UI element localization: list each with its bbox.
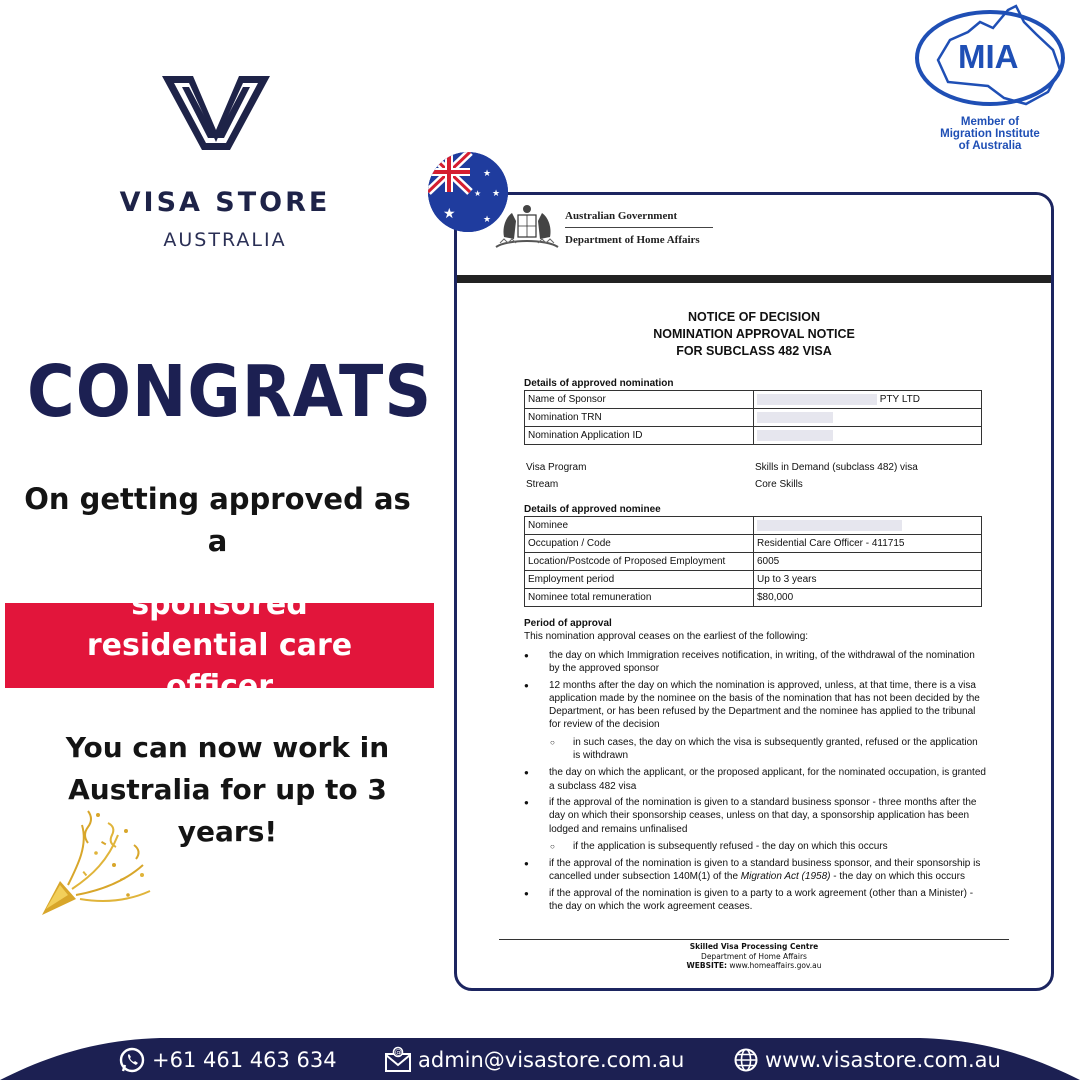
table-row (525, 409, 982, 427)
globe-icon (733, 1047, 759, 1073)
table-row (525, 553, 982, 571)
footer-centre: Skilled Visa Processing Centre (689, 942, 819, 951)
list-item (526, 476, 918, 493)
table-cell-value (754, 427, 982, 445)
redacted-text (757, 520, 902, 531)
approval-notice-document (454, 192, 1054, 991)
mia-caption-line: of Australia (958, 140, 1022, 152)
whatsapp-icon (118, 1046, 146, 1074)
table-cell-value (754, 409, 982, 427)
table-cell-value: Residential Care Officer - 411715 (754, 535, 982, 553)
redacted-text (757, 412, 833, 423)
phone-contact[interactable] (118, 1046, 337, 1074)
table-row (525, 535, 982, 553)
occupation-banner (5, 587, 434, 704)
table-cell-label: Name of Sponsor (525, 391, 754, 409)
list-sub-item: ○ in such cases, the day on which the visa is subsequently granted, refused or the application is withdrawn (524, 736, 986, 763)
title-line: NOTICE OF DECISION (688, 310, 820, 324)
list-item (526, 459, 918, 476)
document-header (457, 195, 1051, 275)
occupation-banner-text: sponsored residential care officer (86, 587, 353, 704)
svg-text:★: ★ (492, 189, 501, 199)
table-cell-label: Nomination Application ID (525, 427, 754, 445)
footer-divider (499, 939, 1009, 940)
brand-subtitle: AUSTRALIA (163, 229, 287, 251)
period-intro: This nomination approval ceases on the earliest of the following: (524, 631, 809, 642)
list-item-text: - the day on which this occurs (833, 871, 965, 883)
redacted-text (757, 394, 877, 405)
table-cell-value: $80,000 (754, 589, 982, 607)
period-heading: Period of approval (524, 618, 612, 629)
title-line: NOMINATION APPROVAL NOTICE (653, 327, 855, 341)
list-item: ● the day on which Immigration receives notification, in writing, of the withdrawal of the nomination by the approved sponsor (524, 649, 986, 676)
gov-department: Department of Home Affairs (565, 234, 700, 246)
gov-divider (565, 227, 713, 228)
nominee-table (524, 516, 982, 607)
list-item: ● if the approval of the nomination is given to a standard business sponsor - three months after the day on which their sponsorship ceases, unless on that day, a sponsorship application has been lodged and remains unfinalised (524, 796, 986, 836)
mia-caption-line: Member of (960, 116, 1020, 128)
table-row (525, 391, 982, 409)
table-cell-label: Nomination TRN (525, 409, 754, 427)
table-cell-value: 6005 (754, 553, 982, 571)
table-cell-label: Nominee (525, 517, 754, 535)
mia-badge (908, 0, 1080, 160)
footer-website-label: WEBSITE: (686, 961, 728, 970)
svg-text:★: ★ (443, 206, 456, 222)
party-popper-icon (38, 805, 158, 920)
list-item: ● 12 months after the day on which the nomination is approved, unless, at that time, there is a visa application made by the nominee on the basis of the nomination that has not been decided by the Department, or has been refused by the Department and the nominee has applied to the tribunal for review of the decision (524, 679, 986, 732)
sponsor-suffix: PTY LTD (879, 394, 920, 406)
svg-text:★: ★ (483, 169, 492, 179)
footer-department: Department of Home Affairs (701, 951, 807, 961)
nominee-heading: Details of approved nominee (524, 504, 661, 515)
mia-caption-line: Migration Institute (940, 128, 1040, 140)
brand-name: VISA STORE (119, 187, 331, 218)
list-item (524, 857, 986, 884)
email-icon (384, 1046, 412, 1074)
svg-text:@: @ (394, 1048, 402, 1057)
mia-label: MIA (958, 38, 1019, 75)
email-address[interactable]: admin@visastore.com.au (418, 1048, 685, 1072)
phone-number[interactable]: +61 461 463 634 (152, 1048, 337, 1072)
svg-text:★: ★ (483, 215, 492, 225)
australia-flag-icon (428, 152, 508, 232)
title-line: FOR SUBCLASS 482 VISA (676, 344, 832, 358)
table-row (525, 427, 982, 445)
table-cell-value (754, 517, 982, 535)
headline: CONGRATS (27, 351, 433, 434)
table-row (525, 589, 982, 607)
subtitle: On getting approved as a (24, 482, 411, 558)
table-cell-label: Nominee total remuneration (525, 589, 754, 607)
header-band (457, 275, 1051, 283)
list-item-text: if the approval of the nomination is given to a standard business sponsor, and their sponsorship is cancelled under subsection 140M(1) of the (549, 858, 981, 883)
document-title (457, 309, 1051, 360)
v-logo-icon (160, 72, 272, 154)
program-label: Visa Program (526, 462, 587, 473)
gov-name: Australian Government (565, 210, 678, 222)
redacted-text (757, 430, 833, 441)
svg-text:★: ★ (474, 189, 482, 198)
table-cell-value: Up to 3 years (754, 571, 982, 589)
program-value: Core Skills (755, 479, 803, 490)
brand-logo (110, 72, 340, 262)
program-value: Skills in Demand (subclass 482) visa (755, 462, 918, 473)
website-url[interactable]: www.visastore.com.au (765, 1048, 1001, 1072)
program-label: Stream (526, 479, 559, 490)
table-row (525, 517, 982, 535)
table-cell-label: Employment period (525, 571, 754, 589)
list-item: ● the day on which the applicant, or the proposed applicant, for the nominated occupation, is granted a subclass 482 visa (524, 766, 986, 793)
act-name: Migration Act (1958) (740, 871, 831, 883)
table-cell-value (754, 391, 982, 409)
list-sub-item: ○ if the application is subsequently refused - the day on which this occurs (524, 840, 986, 853)
footer-website: www.homeaffairs.gov.au (729, 961, 822, 970)
table-cell-label: Location/Postcode of Proposed Employment (525, 553, 754, 571)
document-footer (457, 942, 1051, 971)
website-contact[interactable] (733, 1046, 1001, 1074)
email-contact[interactable] (384, 1046, 684, 1074)
nomination-table (524, 390, 982, 445)
list-item: ● if the approval of the nomination is given to a party to a work agreement (other than a Minister) - the day on which the work agreement ceases. (524, 887, 986, 914)
message: You can now work in Australia for up to 3 years! (65, 731, 390, 848)
visa-program-list (526, 459, 918, 493)
mia-caption (908, 116, 1072, 152)
table-row (525, 571, 982, 589)
cessation-conditions-list (524, 649, 986, 916)
table-cell-label: Occupation / Code (525, 535, 754, 553)
nomination-heading: Details of approved nomination (524, 378, 674, 389)
